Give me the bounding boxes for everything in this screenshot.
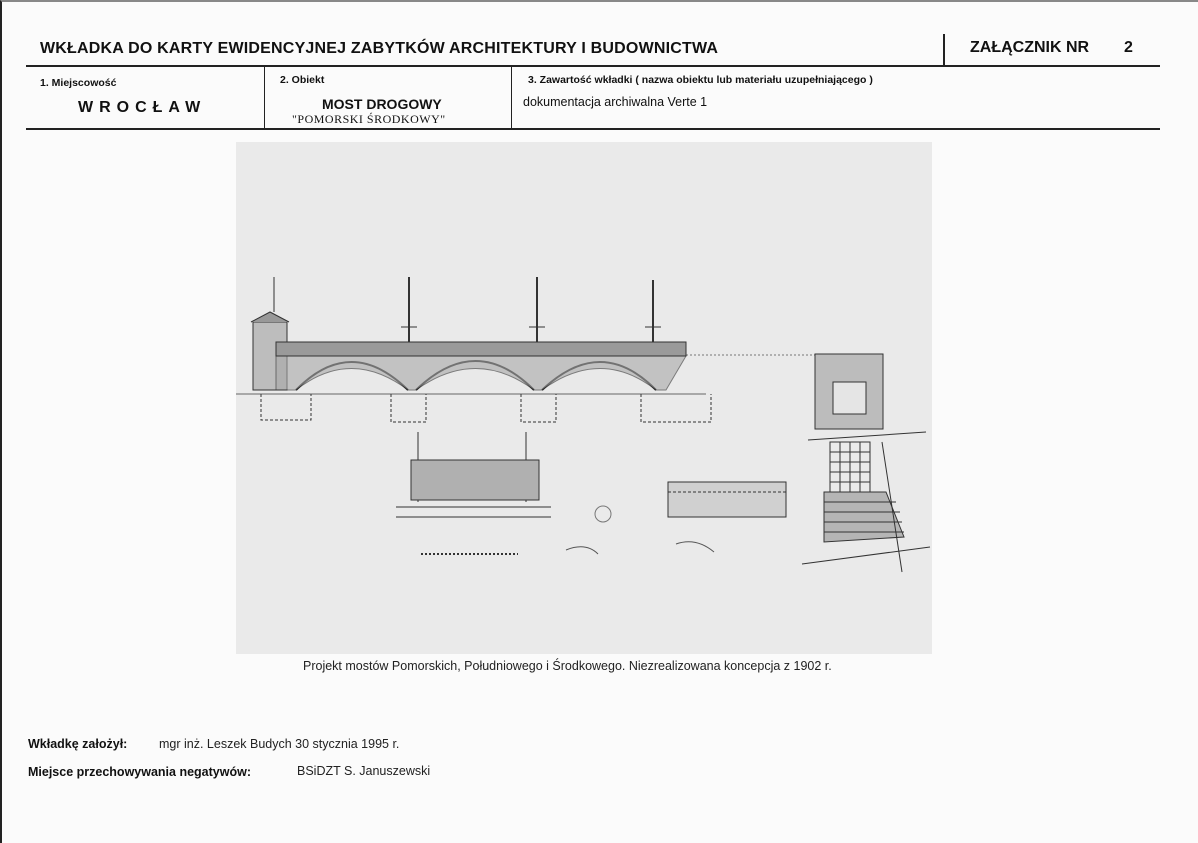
storage-label: Miejsce przechowywania negatywów: — [28, 765, 251, 779]
header-rule — [26, 65, 1160, 67]
annex-number: 2 — [1124, 39, 1133, 56]
author-label: Wkładkę założył: — [28, 737, 128, 751]
bridge-drawing-figure — [236, 142, 932, 654]
fields-bottom-rule — [26, 128, 1160, 130]
author-value: mgr inż. Leszek Budych 30 stycznia 1995 r. — [159, 737, 400, 751]
contents-label: 3. Zawartość wkładki ( nazwa obiektu lub materiału uzupełniającego ) — [528, 74, 873, 86]
object-value: MOST DROGOWY — [322, 96, 442, 112]
storage-value: BSiDZT S. Januszewski — [297, 764, 431, 778]
drawing-caption: Projekt mostów Pomorskich, Południowego i Środkowego. Niezrealizowana koncepcja z 1902 r. — [303, 659, 832, 673]
locality-value: WROCŁAW — [78, 99, 207, 116]
annex-label: ZAŁĄCZNIK NR — [970, 39, 1090, 56]
field-divider-1 — [264, 65, 265, 129]
field-divider-2 — [511, 65, 512, 129]
archival-bridge-drawing — [236, 142, 932, 654]
sheet-title: WKŁADKA DO KARTY EWIDENCYJNEJ ZABYTKÓW ARCHITEKTURY I BUDOWNICTWA — [40, 40, 719, 57]
header-divider — [943, 34, 945, 66]
object-label: 2. Obiekt — [280, 74, 325, 86]
locality-label: 1. Miejscowość — [40, 77, 117, 89]
object-subvalue: "POMORSKI ŚRODKOWY" — [292, 112, 446, 126]
contents-value: dokumentacja archiwalna Verte 1 — [523, 95, 708, 109]
